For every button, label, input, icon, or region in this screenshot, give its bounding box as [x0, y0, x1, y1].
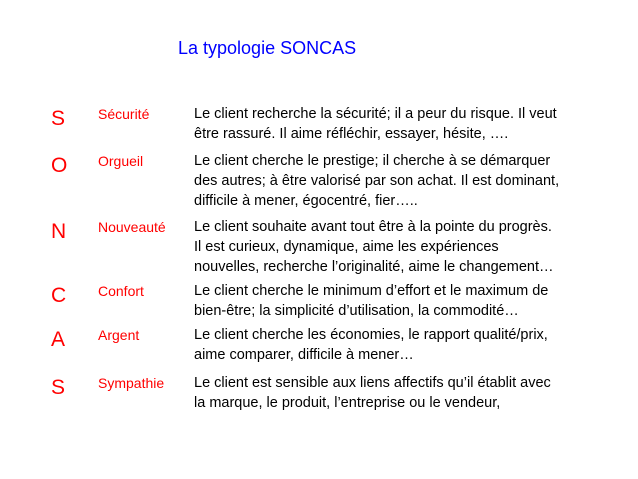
row-label: Sympathie — [98, 375, 165, 391]
row-letter: N — [51, 220, 67, 243]
row-letter: S — [51, 107, 66, 130]
description-line: difficile à mener, égocentré, fier….. — [194, 193, 418, 209]
row-label: Sécurité — [98, 106, 150, 122]
description-line: Le client cherche les économies, le rapport qualité/prix, — [194, 327, 548, 343]
page-title: La typologie SONCAS — [178, 38, 357, 58]
description-line: la marque, le produit, l’entreprise ou le vendeur, — [194, 395, 501, 411]
description-line: être rassuré. Il aime réfléchir, essayer, hésite, …. — [194, 126, 509, 142]
row-description — [194, 151, 604, 211]
row-letter: O — [51, 154, 68, 177]
row-label: Nouveauté — [98, 219, 166, 235]
description-line: aime comparer, difficile à mener… — [194, 347, 414, 363]
row-letter: C — [51, 284, 67, 307]
row-description — [194, 281, 604, 321]
description-line: Il est curieux, dynamique, aime les expériences — [194, 239, 499, 255]
row-description — [194, 373, 604, 413]
row-label: Orgueil — [98, 153, 144, 169]
row-letter: S — [51, 376, 66, 399]
row-description — [194, 217, 604, 277]
description-line: Le client est sensible aux liens affectifs qu’il établit avec — [194, 375, 551, 391]
row-description — [194, 104, 604, 144]
description-line: Le client recherche la sécurité; il a peur du risque. Il veut — [194, 106, 557, 122]
description-line: bien-être; la simplicité d’utilisation, la commodité… — [194, 303, 519, 319]
description-line: des autres; à être valorisé par son achat. Il est dominant, — [194, 173, 560, 189]
row-label: Confort — [98, 283, 144, 299]
description-line: nouvelles, recherche l’originalité, aime le changement… — [194, 259, 554, 275]
row-label: Argent — [98, 327, 140, 343]
row-letter: A — [51, 328, 66, 351]
description-line: Le client cherche le minimum d’effort et le maximum de — [194, 283, 549, 299]
description-line: Le client cherche le prestige; il cherche à se démarquer — [194, 153, 551, 169]
row-description — [194, 325, 604, 365]
description-line: Le client souhaite avant tout être à la pointe du progrès. — [194, 219, 552, 235]
